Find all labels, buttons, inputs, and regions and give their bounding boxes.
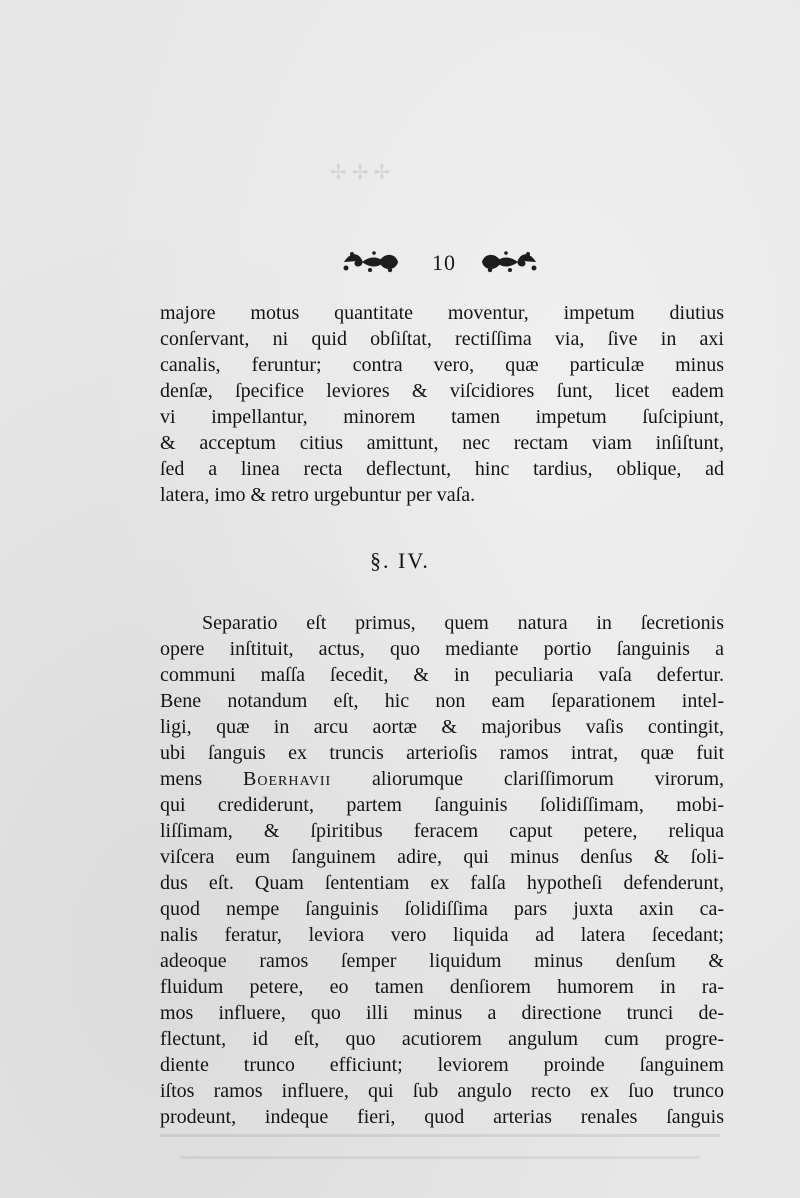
text-line: majore motus quantitate moventur, impetum diutius: [160, 302, 724, 324]
text-line: qui crediderunt, partem ſanguinis ſolidiſſimam, mobi-: [160, 794, 724, 816]
text-line: Separatio eſt primus, quem natura in ſecretionis: [202, 612, 724, 634]
text-line: nalis feratur, leviora vero liquida ad latera ſecedant;: [160, 924, 724, 946]
text-line: liſſimam, & ſpiritibus feracem caput petere, reliqua: [160, 820, 724, 842]
text-line: diente trunco efficiunt; leviorem proinde ſanguinem: [160, 1054, 724, 1076]
text-line: denſæ, ſpecifice leviores & viſcidiores ſunt, licet eadem: [160, 380, 724, 402]
author-name: Boerhavii: [243, 768, 332, 790]
text-line: prodeunt, indeque fieri, quod arterias renales ſanguis: [160, 1106, 724, 1128]
text-line: ligi, quæ in arcu aortæ & majoribus vaſis contingit,: [160, 716, 724, 738]
text-line: dus eſt. Quam ſententiam ex falſa hypotheſi defenderunt,: [160, 872, 724, 894]
text-line: [160, 766, 724, 792]
text-line: ubi ſanguis ex truncis arterioſis ramos intrat, quæ fuit: [160, 742, 724, 764]
show-through-mark: ✢ ✢ ✢: [330, 162, 391, 184]
page-number: 10: [432, 250, 456, 275]
fleuron-right-icon: [478, 248, 540, 276]
text-line: communi maſſa ſecedit, & in peculiaria vaſa defertur.: [160, 664, 724, 686]
text-line: viſcera eum ſanguinem adire, qui minus denſus & ſoli-: [160, 846, 724, 868]
show-through-lines: [160, 1128, 724, 1168]
text-line: mos influere, quo illi minus a directione trunci de-: [160, 1002, 724, 1024]
section-paragraph: [160, 610, 724, 1130]
fleuron-left-icon: [340, 248, 402, 276]
text-line: Bene notandum eſt, hic non eam ſeparationem intel-: [160, 690, 724, 712]
text-line: & acceptum citius amittunt, nec rectam viam inſiſtunt,: [160, 432, 724, 454]
text-line: canalis, feruntur; contra vero, quæ particulæ minus: [160, 354, 724, 376]
text-line: quod nempe ſanguinis ſolidiſſima pars juxta axin ca-: [160, 898, 724, 920]
text-fragment: aliorumque clariſſimorum virorum,: [331, 768, 724, 790]
page-header: [0, 244, 800, 284]
section-heading: §. IV.: [370, 548, 430, 573]
text-line: flectunt, id eſt, quo acutiorem angulum cum progre-: [160, 1028, 724, 1050]
text-line: conſervant, ni quid obſiſtat, rectiſſima via, ſive in axi: [160, 328, 724, 350]
text-line: fluidum petere, eo tamen denſiorem humorem in ra-: [160, 976, 724, 998]
text-line: iſtos ramos influere, qui ſub angulo recto ex ſuo trunco: [160, 1080, 724, 1102]
text-line: vi impellantur, minorem tamen impetum ſuſcipiunt,: [160, 406, 724, 428]
continued-paragraph: [160, 300, 724, 508]
text-fragment: mens: [160, 768, 243, 790]
text-line: opere inſtituit, actus, quo mediante portio ſanguinis a: [160, 638, 724, 660]
text-line: adeoque ramos ſemper liquidum minus denſum &: [160, 950, 724, 972]
text-line: ſed a linea recta deflectunt, hinc tardius, oblique, ad: [160, 458, 724, 480]
text-line: latera, imo & retro urgebuntur per vaſa.: [160, 484, 476, 506]
